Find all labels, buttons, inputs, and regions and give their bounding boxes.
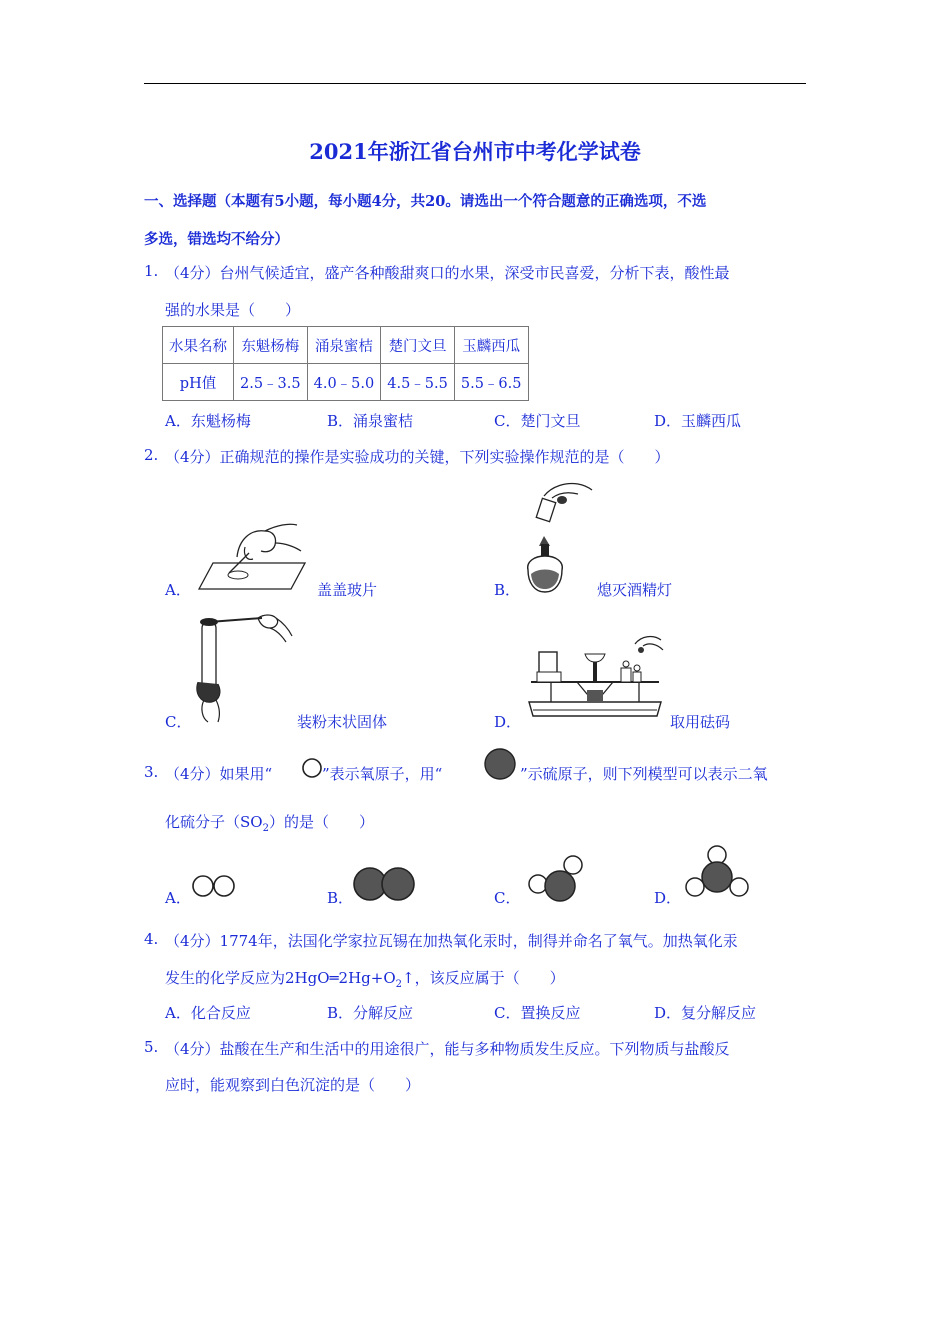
q2-option-a-letter[interactable]: A．: [165, 581, 191, 599]
q3-stem-part2: ”表示氧原子，用“: [322, 765, 443, 783]
q4-option-d[interactable]: D．复分解反应: [654, 1004, 757, 1022]
table-header-row: [163, 327, 529, 364]
q4-stem-cont: 发生的化学反应为$2HgO═2Hg+O_2↑$，该反应属于（ ）: [165, 969, 565, 990]
q3-stem-part3: ”示硫原子，则下列模型可以表示二氧: [520, 765, 768, 783]
sulfur-atom-icon: [480, 748, 520, 780]
table-cell: 4.5﹣5.5: [381, 364, 455, 401]
q2-option-d-caption: 取用砝码: [670, 713, 731, 731]
table-row: [163, 364, 529, 401]
model-a-two-oxygen: [190, 872, 240, 900]
table-cell: 4.0﹣5.0: [307, 364, 381, 401]
q1-stem: （4分）台州气候适宜，盛产各种酸甜爽口的水果，深受市民喜爱，分析下表，酸性最: [165, 264, 730, 282]
q5-number: 5.: [144, 1038, 159, 1056]
q2-option-b-letter[interactable]: B．: [494, 581, 521, 599]
q2-option-a-caption: 盖盖玻片: [317, 581, 378, 599]
q3-option-a[interactable]: A．: [165, 889, 191, 907]
section-heading: 一、选择题（本题有5小题，每小题4分，共20。请选出一个符合题意的正确选项，不选: [144, 193, 707, 210]
q5-stem-cont: 应时，能观察到白色沉淀的是（ ）: [165, 1076, 421, 1094]
q2-stem: （4分）正确规范的操作是实验成功的关键，下列实验操作规范的是（ ）: [165, 448, 670, 466]
table-cell: 水果名称: [163, 327, 234, 364]
q2-option-c-letter[interactable]: C．: [165, 713, 192, 731]
table-cell: 5.5﹣6.5: [454, 364, 528, 401]
ph-table: [162, 326, 529, 401]
q3-number: 3.: [144, 763, 159, 781]
section-heading-cont: 多选，错选均不给分）: [144, 231, 289, 248]
q3-option-b[interactable]: B．: [327, 889, 354, 907]
q4-stem: （4分）1774年，法国化学家拉瓦锡在加热氧化汞时，制得并命名了氧气。加热氧化汞: [165, 932, 738, 950]
q3-option-c[interactable]: C．: [494, 889, 521, 907]
page-title: 2021年浙江省台州市中考化学试卷: [309, 139, 641, 164]
alcohol-lamp-illustration: [522, 478, 594, 598]
table-cell: 涌泉蜜桔: [307, 327, 381, 364]
q1-option-b[interactable]: B．涌泉蜜桔: [327, 412, 414, 430]
q3-stem-part1: （4分）如果用“: [165, 765, 273, 783]
q1-option-d[interactable]: D．玉麟西瓜: [654, 412, 742, 430]
q2-option-d-letter[interactable]: D．: [494, 713, 522, 731]
q1-number: 1.: [144, 262, 159, 280]
test-tube-powder-illustration: [190, 612, 300, 724]
table-cell: 2.5﹣3.5: [234, 364, 308, 401]
model-c-bent-molecule: [522, 852, 592, 906]
q4-number: 4.: [144, 930, 159, 948]
q4-option-b[interactable]: B．分解反应: [327, 1004, 414, 1022]
table-cell: pH值: [163, 364, 234, 401]
table-cell: 玉麟西瓜: [454, 327, 528, 364]
q2-option-c-caption: 装粉末状固体: [297, 713, 388, 731]
q3-option-d[interactable]: D．: [654, 889, 682, 907]
balance-weights-illustration: [521, 632, 669, 724]
q1-stem-cont: 强的水果是（ ）: [165, 301, 301, 319]
cover-slip-illustration: [193, 517, 313, 592]
q3-stem-cont: 化硫分子$(SO_2)$的是（ ）: [165, 813, 374, 834]
q4-option-c[interactable]: C．置换反应: [494, 1004, 581, 1022]
model-d-three-atom: [682, 843, 756, 901]
q1-option-c[interactable]: C．楚门文旦: [494, 412, 581, 430]
q2-option-b-caption: 熄灭酒精灯: [597, 581, 673, 599]
model-b-two-sulfur: [350, 864, 422, 904]
q5-stem: （4分）盐酸在生产和生活中的用途很广，能与多种物质发生反应。下列物质与盐酸反: [165, 1040, 730, 1058]
q2-number: 2.: [144, 446, 159, 464]
q1-option-a[interactable]: A．东魁杨梅: [165, 412, 251, 430]
q4-option-a[interactable]: A．化合反应: [165, 1004, 251, 1022]
header-rule: [144, 83, 806, 84]
table-cell: 楚门文旦: [381, 327, 455, 364]
table-cell: 东魁杨梅: [234, 327, 308, 364]
